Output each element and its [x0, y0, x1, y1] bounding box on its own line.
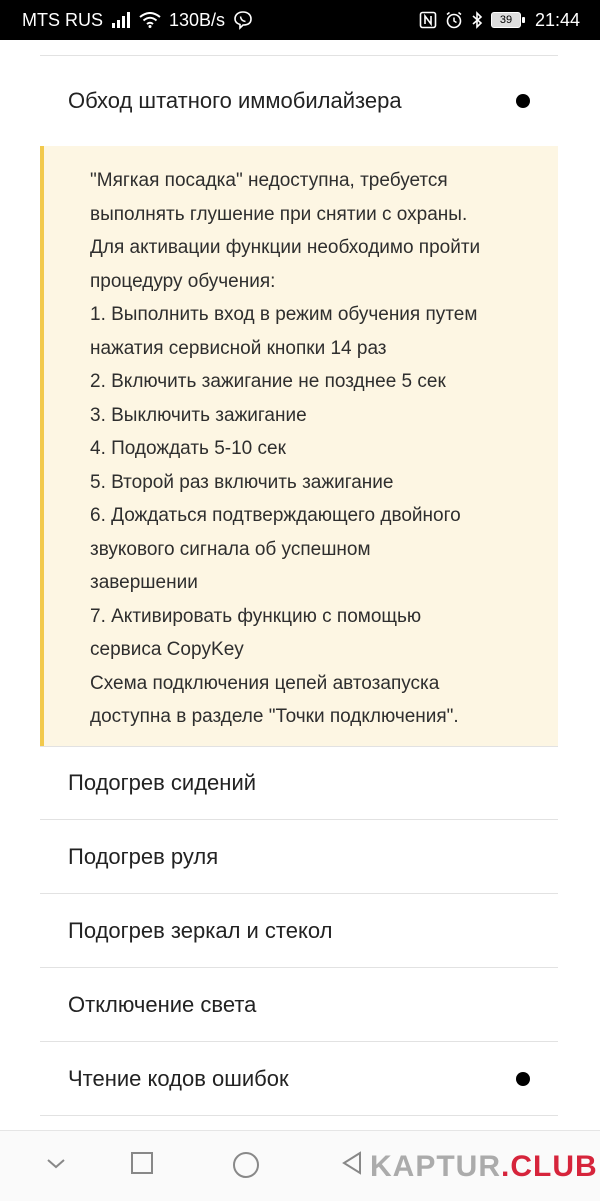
home-button[interactable] [232, 1151, 260, 1184]
info-line: 6. Дождаться подтверждающего двойного [90, 505, 461, 526]
info-line: доступна в разделе "Точки подключения". [90, 706, 459, 727]
alarm-icon [445, 11, 463, 29]
watermark-logo: KAPTUR.CLUB [370, 1150, 598, 1183]
info-line: завершении [90, 572, 198, 593]
info-line: 3. Выключить зажигание [90, 404, 307, 426]
list-item-label: Отключение света [68, 991, 257, 1017]
list-item-label: Подогрев руля [68, 843, 219, 869]
status-dot-icon [516, 94, 530, 108]
status-dot-icon [516, 1072, 530, 1086]
list-item-immobilizer-bypass[interactable] [40, 55, 558, 146]
wifi-icon [139, 12, 161, 28]
network-speed: 130B/s [169, 9, 226, 30]
settings-list [40, 40, 558, 1116]
chevron-down-icon[interactable] [44, 1151, 68, 1180]
info-line: нажатия сервисной кнопки 14 раз [90, 337, 387, 359]
list-item-mirror-heating[interactable] [40, 894, 558, 968]
list-item-seat-heating[interactable] [40, 746, 558, 820]
info-line: процедуру обучения: [90, 270, 276, 292]
clock: 21:44 [534, 9, 580, 30]
info-line: выполнять глушение при снятии с охраны. [90, 203, 468, 225]
list-item-label: Чтение кодов ошибок [68, 1065, 289, 1091]
info-line: Схема подключения цепей автозапуска [90, 672, 440, 694]
list-item-label: Подогрев зеркал и стекол [68, 917, 333, 943]
recents-button[interactable] [130, 1151, 154, 1180]
signal-icon [111, 12, 131, 28]
status-bar [0, 0, 600, 40]
info-line: Для активации функции необходимо пройти [90, 237, 481, 258]
info-line: 5. Второй раз включить зажигание [90, 471, 394, 493]
nfc-icon [419, 11, 437, 29]
back-button[interactable] [340, 1151, 364, 1180]
battery-icon: 39 [491, 12, 521, 28]
info-line: 4. Подождать 5-10 сек [90, 438, 286, 459]
carrier-name: MTS RUS [22, 9, 103, 30]
list-item-error-codes[interactable] [40, 1042, 558, 1116]
info-line: звукового сигнала об успешном [90, 538, 371, 560]
viber-icon [233, 10, 253, 30]
info-line: 2. Включить зажигание не позднее 5 сек [90, 371, 446, 392]
list-item-label: Обход штатного иммобилайзера [68, 88, 402, 113]
info-line: сервиса CopyKey [90, 639, 244, 660]
info-line: 7. Активировать функцию с помощью [90, 605, 422, 627]
list-item-label: Подогрев сидений [68, 770, 257, 795]
info-line: 1. Выполнить вход в режим обучения путем [90, 304, 478, 325]
list-item-lights-off[interactable] [40, 968, 558, 1042]
list-item-wheel-heating[interactable] [40, 820, 558, 894]
info-line: "Мягкая посадка" недоступна, требуется [90, 170, 448, 191]
bluetooth-icon [471, 11, 483, 29]
info-panel [40, 146, 558, 746]
